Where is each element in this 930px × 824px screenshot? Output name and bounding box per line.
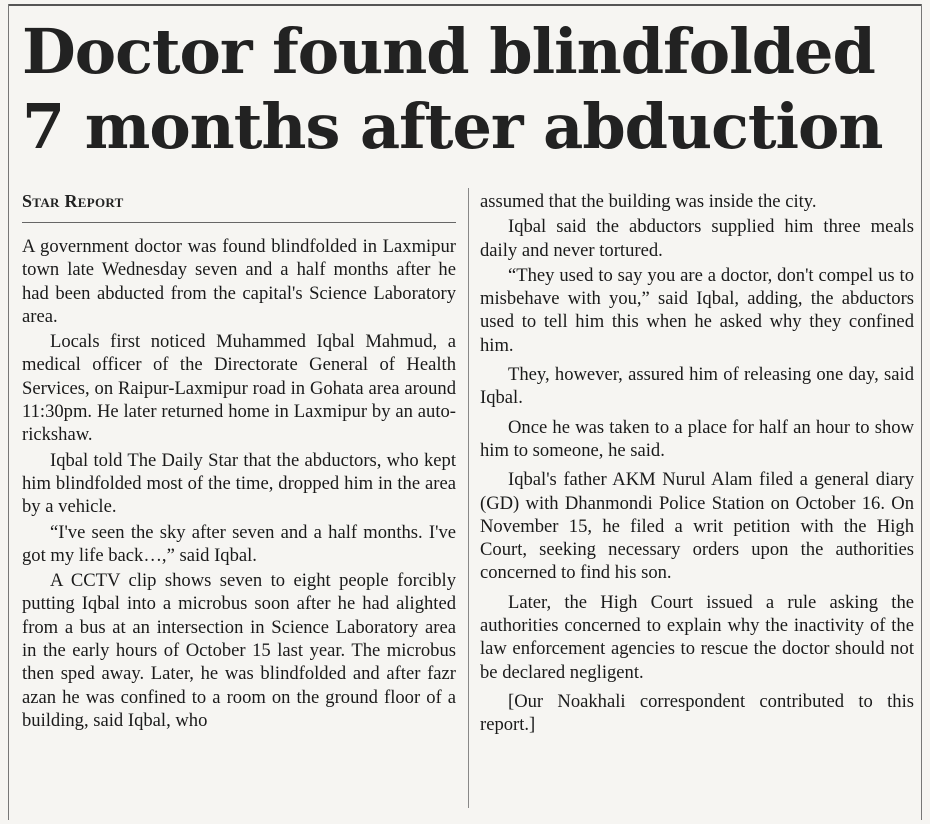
paragraph: Locals first noticed Muhammed Iqbal Mahmud, a medical officer of the Directorate General of Health Services, on Raipur-Laxmipur road in Gohata area around 11:30pm. He later returned home in Laxmipur by an auto-rickshaw.: [22, 331, 456, 446]
left-column: [22, 235, 456, 734]
paragraph: [Our Noakhali correspondent contributed to this report.]: [480, 690, 914, 736]
paragraph: Later, the High Court issued a rule asking the authorities concerned to explain why the inactivity of the law enforcement agencies to rescue the doctor should not be declared negligent.: [480, 591, 914, 683]
paragraph: Iqbal's father AKM Nurul Alam filed a general diary (GD) with Dhanmondi Police Station on October 16. On November 15, he filed a writ petition with the High Court, seeking necessary orders upon the authorities concerned to find his son.: [480, 469, 914, 584]
paragraph: assumed that the building was inside the city.: [480, 191, 817, 212]
left-border-rule: [8, 4, 9, 820]
byline: Star Report: [22, 191, 124, 211]
right-border-rule: [921, 4, 922, 820]
byline-rule: [22, 222, 456, 223]
headline-line-2: 7 months after abduction: [22, 90, 883, 163]
paragraph: A government doctor was found blindfolded in Laxmipur town late Wednesday seven and a half months after he had been abducted from the capital's Science Laboratory area.: [22, 236, 456, 327]
paragraph: They, however, assured him of releasing one day, said Iqbal.: [480, 364, 914, 409]
paragraph: A CCTV clip shows seven to eight people forcibly putting Iqbal into a microbus soon after he had alighted from a bus at an intersection in Science Laboratory area in the early hours of October 15 last year. The microbus then sped away. Later, he was blindfolded and after fazr azan he was confined to a room on the ground floor of a building, said Iqbal, who: [22, 570, 456, 731]
paragraph: Iqbal told The Daily Star that the abductors, who kept him blindfolded most of the time, dropped him in the area by a vehicle.: [22, 449, 456, 518]
headline: [22, 14, 912, 164]
paragraph: Once he was taken to a place for half an hour to show him to someone, he said.: [480, 416, 914, 461]
paragraph: Iqbal said the abductors supplied him three meals daily and never tortured.: [480, 216, 914, 261]
headline-line-1: Doctor found blindfolded: [22, 15, 875, 88]
column-divider: [468, 188, 469, 808]
right-column: [480, 190, 914, 739]
paragraph: “They used to say you are a doctor, don't compel us to misbehave with you,” said Iqbal, adding, the abductors used to tell him this when he asked why they confined him.: [480, 264, 914, 356]
paragraph: “I've seen the sky after seven and a half months. I've got my life back…,” said Iqbal.: [22, 521, 456, 566]
top-border-rule: [8, 4, 922, 6]
